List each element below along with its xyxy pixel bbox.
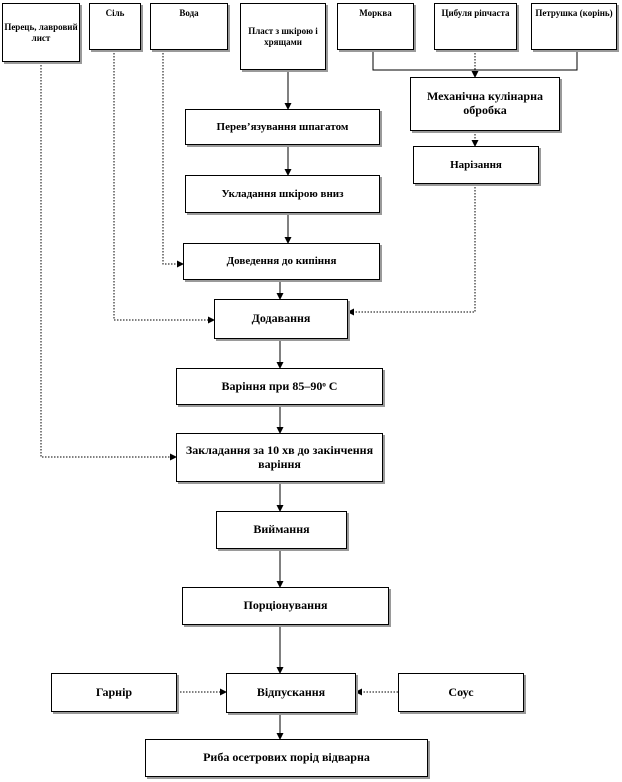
- step-cook-label: Варіння при 85–90ᵒ С: [221, 378, 338, 393]
- ingredient-salt-label: Сіль: [105, 8, 125, 18]
- step-lay: [185, 175, 380, 213]
- ingredient-onion-label: Цибуля ріпчаста: [441, 8, 510, 18]
- ingredient-water-label: Вода: [179, 8, 199, 18]
- step-garnish: [51, 673, 177, 712]
- step-tie: [185, 109, 380, 145]
- step-lay-label: Укладання шкірою вниз: [221, 187, 344, 200]
- ingredient-salt: [89, 3, 141, 50]
- step-boil-up-label: Доведення до кипіння: [226, 255, 337, 268]
- ingredient-fish-label: Пласт з шкірою і хрящами: [248, 26, 318, 47]
- ingredient-carrot: [337, 3, 414, 50]
- ingredient-parsley: [531, 3, 617, 50]
- arrow-pepper-to-put: [41, 62, 176, 457]
- ingredient-fish: [240, 3, 326, 70]
- ingredient-pepper-label: Перець, лавровий лист: [4, 22, 78, 43]
- step-portion-label: Порціонування: [243, 598, 328, 613]
- step-tie-label: Перев’язування шпагатом: [216, 120, 349, 133]
- arrow-water-to-boilup: [163, 50, 183, 264]
- step-cut: [413, 146, 539, 184]
- step-sauce: [398, 673, 524, 712]
- step-add: [214, 299, 348, 339]
- step-add-label: Додавання: [251, 311, 311, 326]
- step-portion: [182, 587, 389, 625]
- step-boil-up: [183, 243, 380, 280]
- step-result-label: Риба осетрових порід відварна: [203, 750, 370, 765]
- ingredient-onion: [434, 3, 517, 50]
- step-mech-label: Механічна кулінарна обробка: [426, 89, 544, 117]
- ingredient-carrot-label: Морква: [359, 8, 392, 18]
- step-sauce-label: Соус: [448, 684, 474, 699]
- step-put-label: Закладання за 10 хв до закінчення варіння: [185, 442, 374, 471]
- step-cook: [176, 368, 383, 405]
- step-put: [176, 433, 383, 482]
- ingredient-water: [150, 3, 228, 50]
- step-cut-label: Нарізання: [450, 158, 502, 171]
- ingredient-pepper: [2, 3, 80, 62]
- ingredient-parsley-label: Петрушка (корінь): [535, 8, 613, 18]
- step-remove-label: Виймання: [253, 522, 310, 537]
- step-serve: [226, 673, 356, 713]
- step-result: [145, 739, 428, 777]
- step-serve-label: Відпускання: [256, 685, 326, 700]
- step-remove: [216, 511, 347, 549]
- step-mech: [410, 77, 560, 131]
- step-garnish-label: Гарнір: [95, 684, 133, 699]
